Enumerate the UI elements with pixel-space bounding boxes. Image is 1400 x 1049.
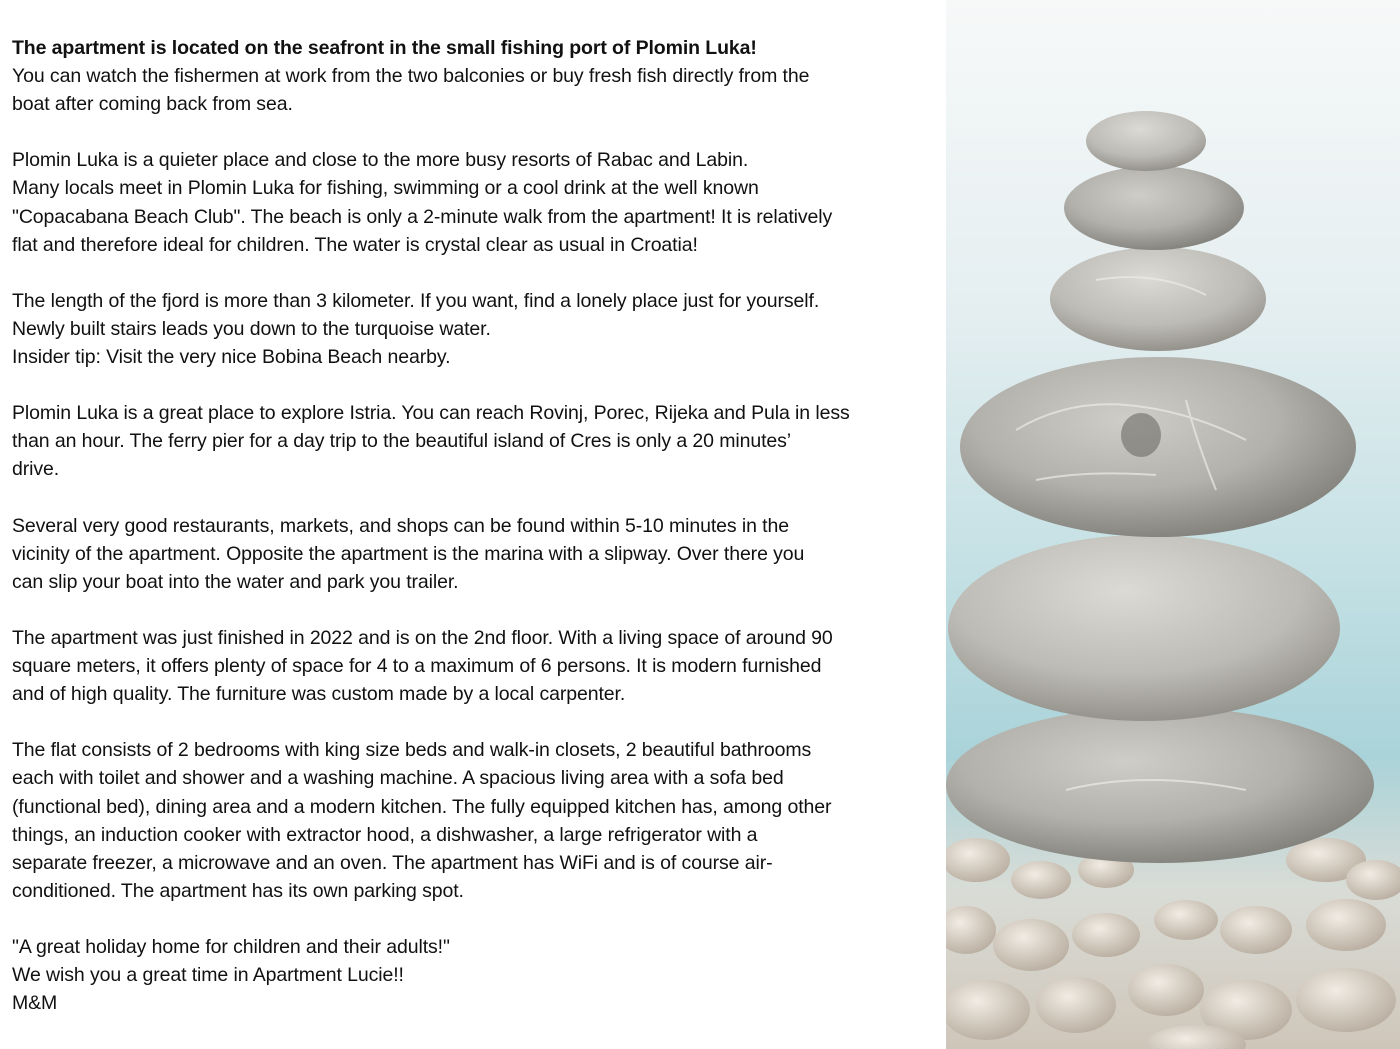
stones-image-icon — [946, 0, 1400, 1049]
text-line: Plomin Luka is a great place to explore Istria. You can reach Rovinj, Porec, Rijeka and Pula in less — [12, 402, 850, 425]
text-line: "Copacabana Beach Club". The beach is only a 2-minute walk from the apartment! It is relatively — [12, 205, 833, 228]
text-line: Newly built stairs leads you down to the turquoise water. — [12, 317, 491, 340]
text-line: You can watch the fishermen at work from the two balconies or buy fresh fish directly from the — [12, 65, 810, 88]
paragraph-beach — [12, 146, 937, 258]
text-line: "A great holiday home for children and their adults!" — [12, 936, 450, 958]
text-line: square meters, it offers plenty of space for 4 to a maximum of 6 persons. It is modern furnished — [12, 655, 822, 678]
text-line: can slip your boat into the water and park you trailer. — [12, 570, 459, 593]
paragraph-flat — [12, 736, 937, 905]
text-line: than an hour. The ferry pier for a day trip to the beautiful island of Cres is only a 20 minutes’ — [12, 430, 792, 453]
headline: The apartment is located on the seafront in the small fishing port of Plomin Luka! — [12, 37, 757, 59]
text-line: Many locals meet in Plomin Luka for fishing, swimming or a cool drink at the well known — [12, 177, 759, 200]
text-line: separate freezer, a microwave and an oven. The apartment has WiFi and is of course air- — [12, 851, 773, 874]
description-text — [12, 34, 937, 1017]
paragraph-fjord — [12, 287, 937, 371]
text-line: and of high quality. The furniture was custom made by a local carpenter. — [12, 683, 626, 706]
paragraph-closing — [12, 933, 937, 1017]
paragraph-istria — [12, 399, 937, 483]
text-line: We wish you a great time in Apartment Lucie!! — [12, 964, 404, 987]
paragraph-apartment — [12, 624, 937, 708]
text-line: each with toilet and shower and a washing machine. A spacious living area with a sofa bed — [12, 767, 784, 790]
text-line: The flat consists of 2 bedrooms with king size beds and walk-in closets, 2 beautiful bathrooms — [12, 739, 812, 762]
stacked-stones-photo — [946, 0, 1400, 1049]
text-line: Plomin Luka is a quieter place and close to the more busy resorts of Rabac and Labin. — [12, 149, 749, 172]
text-line: Several very good restaurants, markets, and shops can be found within 5-10 minutes in the — [12, 514, 789, 537]
text-line: boat after coming back from sea. — [12, 93, 293, 116]
text-line: (functional bed), dining area and a modern kitchen. The fully equipped kitchen has, among other — [12, 795, 832, 818]
text-line: vicinity of the apartment. Opposite the apartment is the marina with a slipway. Over there you — [12, 542, 805, 565]
text-line: Insider tip: Visit the very nice Bobina Beach nearby. — [12, 346, 451, 369]
signature: M&M — [12, 992, 58, 1015]
text-line: conditioned. The apartment has its own parking spot. — [12, 879, 464, 902]
paragraph-restaurants — [12, 512, 937, 596]
paragraph-intro — [12, 34, 937, 118]
text-line: The apartment was just finished in 2022 and is on the 2nd floor. With a living space of around 90 — [12, 626, 833, 649]
text-line: drive. — [12, 458, 60, 481]
text-line: The length of the fjord is more than 3 kilometer. If you want, find a lonely place just for yourself. — [12, 289, 820, 312]
text-line: flat and therefore ideal for children. The water is crystal clear as usual in Croatia! — [12, 233, 698, 256]
text-line: things, an induction cooker with extractor hood, a dishwasher, a large refrigerator with a — [12, 823, 758, 846]
